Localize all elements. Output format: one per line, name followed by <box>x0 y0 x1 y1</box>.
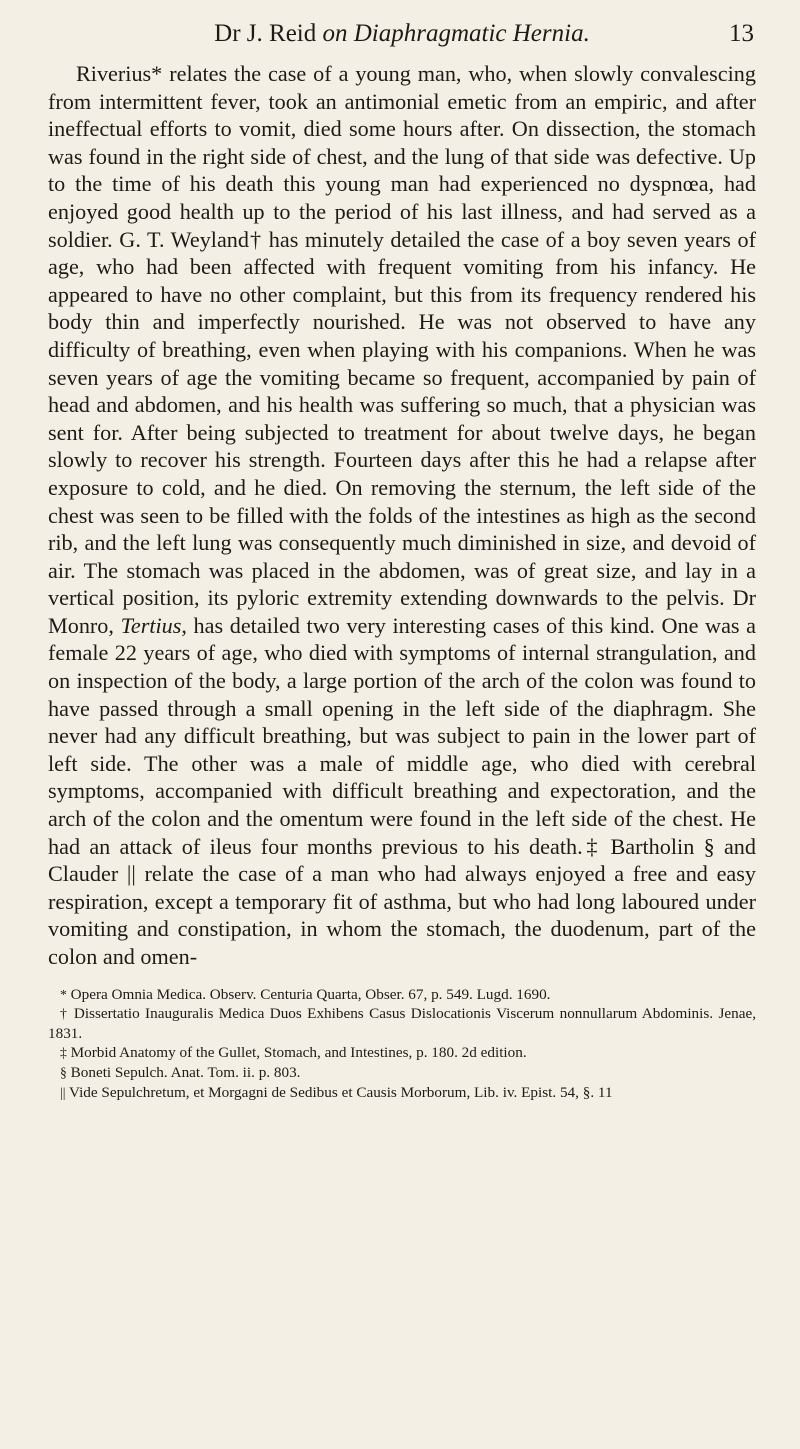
footnote-mark: * <box>60 986 67 1002</box>
running-title-connector: on <box>322 20 348 47</box>
footnote-5 <box>48 1083 756 1103</box>
running-head <box>48 14 756 54</box>
body-text <box>48 60 756 971</box>
body-italic-name: Tertius <box>120 612 182 638</box>
footnote-mark: ‡ <box>60 1045 67 1061</box>
footnote-1 <box>48 985 756 1005</box>
footnote-4 <box>48 1063 756 1083</box>
footnote-text: Boneti Sepulch. Anat. Tom. ii. p. 803. <box>70 1063 301 1081</box>
footnote-text: Morbid Anatomy of the Gullet, Stomach, and Intestines, p. 180. 2d edition. <box>70 1044 527 1062</box>
footnote-mark: § <box>60 1064 67 1080</box>
body-text-part-1: Riverius* relates the case of a young man, who, when slowly convalescing from intermittent fever, took an antimonial emetic from an empiric, and after ineffectual efforts to vomit, died some hours after. On dissection, the stomach was found in the right side of chest, and the lung of that side was defective. Up to the time of his death this young man had experienced no dyspnœa, had enjoyed good health up to the period of his last illness, and had served as a soldier. G. T. Weyland† has minutely detailed the case of a boy seven years of age, who had been affected with frequent vomiting from his infancy. He appeared to have no other complaint, but this from its frequency rendered his body thin and imperfectly nourished. He was not observed to have any difficulty of breathing, even when playing with his companions. When he was seven years of age the vomiting became so frequent, accompanied by pain of head and abdomen, and his health was suffering so much, that a physician was sent for. After being subjected to treatment for about twelve days, he began slowly to recover his strength. Fourteen days after this he had a relapse after exposure to cold, and he died. On removing the sternum, the left side of the chest was seen to be filled with the folds of the intestines as high as the second rib, and the left lung was consequently much diminished in size, and devoid of air. The stomach was placed in the abdomen, was of great size, and lay in a vertical position, its pyloric extremity extending downwards to the pelvis. Dr Monro, <box>48 61 756 638</box>
footnotes <box>48 985 756 1103</box>
running-title-subject: Diaphragmatic Hernia. <box>353 20 590 47</box>
footnote-text: Dissertatio Inauguralis Medica Duos Exhibens Casus Dislocationis Viscerum nonnullarum Abdominis. Jenae, 1831. <box>48 1005 757 1042</box>
footnote-mark: || <box>60 1084 66 1100</box>
footnote-text: Opera Omnia Medica. Observ. Centuria Quarta, Obser. 67, p. 549. Lugd. 1690. <box>70 985 551 1003</box>
footnote-2 <box>48 1004 756 1043</box>
footnote-mark: † <box>60 1006 69 1022</box>
body-text-part-2: , has detailed two very interesting cases of this kind. One was a female 22 years of age, who died with symptoms of internal strangulation, and on inspection of the body, a large portion of the arch of the colon was found to have passed through a small opening in the left side of the diaphragm. She never had any difficult breathing, but was subject to pain in the lower part of left side. The other was a male of middle age, who died with cerebral symptoms, accompanied with difficult breathing and expectoration, and the arch of the colon and the omentum were found in the left side of the chest. He had an attack of ileus four months previous to his death.‡ Bartholin § and Clauder || relate the case of a man who had always enjoyed a free and easy respiration, except a temporary fit of asthma, but who had long laboured under vomiting and constipation, in whom the stomach, the duodenum, part of the colon and omen- <box>48 612 757 969</box>
page-number: 13 <box>729 20 754 47</box>
body-paragraph <box>48 60 756 971</box>
footnote-3 <box>48 1043 756 1063</box>
running-title <box>214 14 590 54</box>
footnote-text: Vide Sepulchretum, et Morgagni de Sedibus et Causis Morborum, Lib. iv. Epist. 54, §. 11 <box>69 1083 613 1101</box>
running-title-author: Dr J. Reid <box>214 20 317 47</box>
